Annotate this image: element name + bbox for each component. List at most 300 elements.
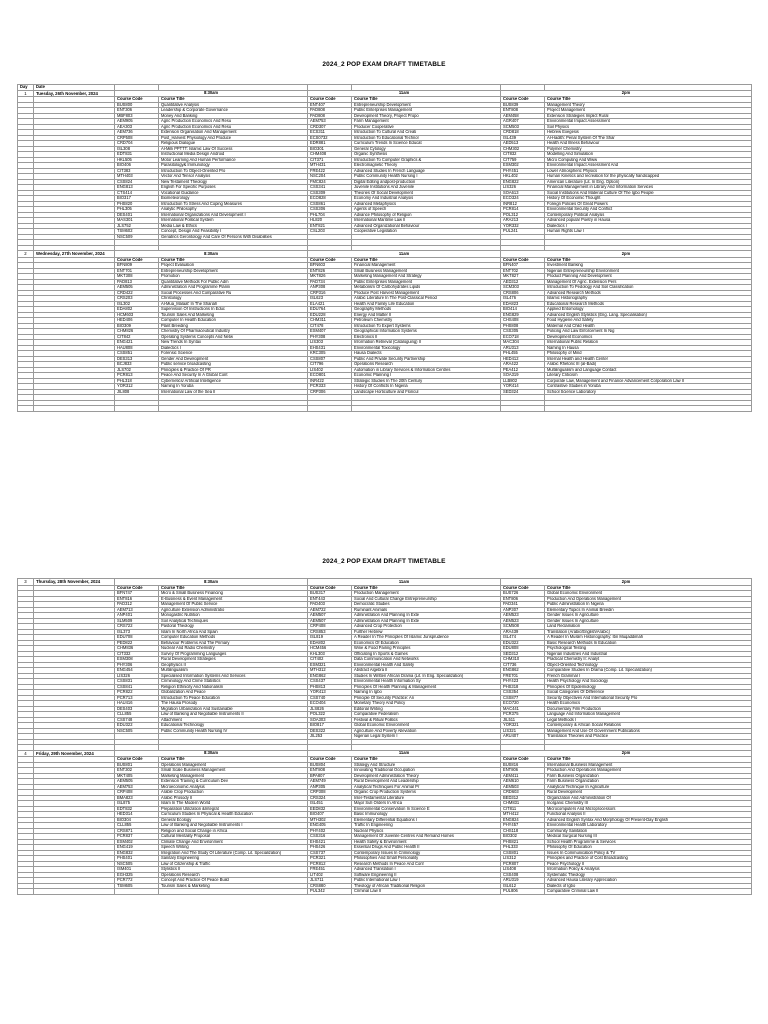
course-code: LIS402	[308, 367, 352, 373]
course-title: General Ecology	[159, 817, 308, 823]
course-code: CIT478	[308, 323, 352, 329]
course-code: MKT405	[115, 773, 159, 779]
course-title: Social Categories Of Difference	[545, 690, 752, 696]
course-title: Applied Entomology	[545, 307, 752, 313]
course-title: Multilingualism and Language Contact	[545, 367, 752, 373]
course-title: Advanced Crop Protection	[352, 624, 501, 630]
course-title: Sanitary Engineering	[159, 856, 308, 862]
course-title: Administration And Planning In Exte	[352, 613, 501, 619]
course-title: Introduction To Computer Graphics &	[352, 157, 501, 163]
course-title-header: Course Title	[352, 757, 501, 763]
course-title-header: Course Title	[545, 97, 752, 103]
course-code: CRP408	[115, 790, 159, 796]
course-title: Translation (Arabic/English/Arabic)	[545, 629, 752, 635]
course-title: Public Enterprises Management	[352, 108, 501, 114]
course-title: Health And Family Life Education	[352, 301, 501, 307]
course-code: ENT826	[308, 268, 352, 274]
table-row	[18, 190, 752, 196]
course-code: PCR375	[501, 712, 545, 718]
course-title: Legal Methods I	[545, 717, 752, 723]
course-title: Social Processes And Comparative Ru	[159, 290, 308, 296]
course-code: LIS321	[501, 728, 545, 734]
course-code: AED312	[501, 279, 545, 285]
course-title: Supervision Of Instructions In Educ	[159, 307, 308, 313]
course-title: Introduction To Peace Education	[159, 695, 308, 701]
course-code: AEA303	[115, 124, 159, 130]
course-code: CRD704	[115, 141, 159, 147]
course-title: Geriatrics Gerontology And Care Of Persons With Disabilities	[159, 234, 308, 240]
course-code: ESM407	[308, 329, 352, 335]
course-code: PHL704	[308, 212, 352, 218]
course-title: Cultural Mentality Proposal	[159, 834, 308, 840]
course-code: ARU407	[501, 734, 545, 740]
course-code: ENT808	[308, 768, 352, 774]
empty-cell	[34, 889, 115, 895]
course-code: ENT816	[115, 596, 159, 602]
course-code: ENG419	[115, 845, 159, 851]
course-title: Post_Harvest Physiology And Produce	[159, 135, 308, 141]
course-code: AEM503	[501, 784, 545, 790]
time-slot: 2pm	[501, 90, 752, 97]
course-code: PCR837	[115, 834, 159, 840]
course-code: ENT306	[115, 108, 159, 114]
course-code: CHM302	[501, 146, 545, 152]
course-code: CIT759	[501, 157, 545, 163]
course-code: MTH431	[308, 163, 352, 169]
course-title: Educational Technology	[159, 723, 308, 729]
table-row	[18, 312, 752, 318]
course-title: Agents of Speech	[352, 207, 501, 213]
course-title: Automation in Library Services & Information Centres	[352, 367, 501, 373]
course-code: AEM722	[308, 607, 352, 613]
course-title: Organic Crop Production Systems	[352, 790, 501, 796]
time-slot: 8:30am	[115, 90, 308, 97]
course-code: EED832	[308, 806, 352, 812]
course-title: Digital Editing andpost-production	[352, 179, 501, 185]
course-code: MTH312	[308, 668, 352, 674]
course-code: CRP508	[115, 135, 159, 141]
course-code: PCR822	[115, 690, 159, 696]
course-code: PHL333	[501, 845, 545, 851]
course-code-header: Course Code	[115, 757, 159, 763]
course-code-header: Course Code	[308, 757, 352, 763]
course-title: Islamic Historiography	[545, 296, 752, 302]
course-code: EDA802	[308, 640, 352, 646]
course-title: Biometeorology	[159, 196, 308, 202]
course-title: Social Institutions And Material Culture Of The Igbo People	[545, 190, 752, 196]
course-title: E-Business & Event Management	[159, 596, 308, 602]
course-title: Juvenile Institutions And Juvenile	[352, 185, 501, 191]
course-title: Monetary Theory And Policy	[352, 701, 501, 707]
course-title: Medical Surgical Nursing III	[545, 834, 752, 840]
course-title: Criminal Law II	[352, 889, 501, 895]
course-code: PCR772	[115, 878, 159, 884]
course-code: SED312	[501, 651, 545, 657]
course-title: Project Management	[545, 108, 752, 114]
course-title: Advanced Metaphysics	[352, 201, 501, 207]
course-code: BUS317	[308, 591, 352, 597]
course-code: POL312	[501, 212, 545, 218]
course-title: Introduction To Educational Technol	[352, 135, 501, 141]
course-title: Gender Issues In Agriculture	[545, 613, 752, 619]
course-code: MAS301	[115, 218, 159, 224]
course-code: MBF803	[115, 113, 159, 119]
course-code: ISL373	[115, 629, 159, 635]
course-title: Advanced Translation I	[352, 867, 501, 873]
course-title-header: Course Title	[352, 585, 501, 591]
course-title: Policing And Law Enforcement In Nig	[545, 329, 752, 335]
date-header: Date	[34, 85, 115, 91]
course-code: EDA802	[115, 307, 159, 313]
course-title: Preparation Utilization &Integrat	[159, 806, 308, 812]
course-title: Principles & Practice Of PR	[159, 367, 308, 373]
empty-cell	[115, 406, 159, 412]
course-title: Globalization And Peace	[159, 690, 308, 696]
course-code: BUS801	[115, 762, 159, 768]
course-title: Islam In The Modern World	[159, 801, 308, 807]
course-code: SED324	[501, 389, 545, 395]
course-code-header: Course Code	[115, 585, 159, 591]
course-code: CHS408	[501, 318, 545, 324]
time-slot: 2pm	[501, 579, 752, 586]
course-title: Analytical Techniques For Animal Pr	[352, 784, 501, 790]
course-title: Financial Management in Library And Information Services	[545, 185, 752, 191]
course-code: CHM310	[501, 657, 545, 663]
course-title: Al-Hadith: Penal System Of The Shar	[545, 135, 752, 141]
course-code: CHM408	[308, 152, 352, 158]
day-date: Thursday, 28th November, 2024	[34, 579, 115, 586]
course-code: AEM905	[115, 119, 159, 125]
course-code: CIT842	[115, 334, 159, 340]
course-code: CSS354	[501, 690, 545, 696]
course-code: MTH302	[308, 817, 352, 823]
course-code: AEM753	[308, 119, 352, 125]
course-title: Public And Private Security Partnership	[352, 356, 501, 362]
course-code: HAU416	[115, 701, 159, 707]
course-title: Development Economics	[545, 334, 752, 340]
course-code: ISL302	[115, 301, 159, 307]
course-code: DES401	[115, 212, 159, 218]
course-title: Basic Immunology	[352, 812, 501, 818]
course-code: ECO404	[308, 701, 352, 707]
course-title: Nigerian Entrepreneurship Environment	[545, 268, 752, 274]
course-title: International Maritime Law II	[352, 218, 501, 224]
course-code: AEM713	[115, 607, 159, 613]
course-code: ESM308	[115, 657, 159, 663]
course-title: Introduction To Expert Systems	[352, 323, 501, 329]
course-code: SOA613	[501, 190, 545, 196]
course-code: CIT371	[308, 157, 352, 163]
course-title: Naming In Yoruba	[159, 384, 308, 390]
course-code: EDR881	[308, 141, 352, 147]
time-slot: 11am	[308, 750, 501, 757]
course-code: EDU228	[308, 312, 352, 318]
course-title: Documentary Film Production	[545, 706, 752, 712]
course-title: Agric Production Economics And Resu	[159, 119, 308, 125]
course-title: Produce Post Harvest Management	[352, 290, 501, 296]
course-code: LIS303	[308, 340, 352, 346]
course-title: Energy And Matter II	[352, 312, 501, 318]
course-code: MKT308	[115, 274, 159, 280]
course-title: Environmental Health Information Sy	[352, 679, 501, 685]
course-code-header: Course Code	[308, 585, 352, 591]
course-code: ECO801	[308, 373, 352, 379]
course-code: CSS861	[308, 201, 352, 207]
course-title: Organization And Administration Of	[545, 795, 752, 801]
course-title: Analytical Technique In Agriculture	[545, 784, 752, 790]
course-code: PED822	[115, 640, 159, 646]
course-title: Festival & Ritual Politics	[352, 717, 501, 723]
course-title: International Business Management	[545, 762, 752, 768]
course-title: Advanced English Stylistics (Eng. Lang. Specialisation)	[545, 312, 752, 318]
course-title: Law of Banking and Negotiable Instruments II	[159, 712, 308, 718]
course-title: Entrepreneurship Development	[159, 268, 308, 274]
course-title: Principles Of Epidemiology	[545, 684, 752, 690]
course-title: Landscape Horticulture and Floricul	[352, 389, 501, 395]
course-code: ISL308	[115, 146, 159, 152]
course-code: CSS807	[308, 356, 352, 362]
course-code: ARA439	[501, 629, 545, 635]
course-code: ANP307	[501, 607, 545, 613]
course-title: Maternal And Child Health	[545, 323, 752, 329]
course-title: Pastoral Theology	[159, 624, 308, 630]
day-number: 3	[18, 579, 34, 586]
course-code: MKT826	[308, 274, 352, 280]
course-code: CSL203	[308, 229, 352, 235]
course-title-header: Course Title	[545, 757, 752, 763]
course-code: INR422	[308, 378, 352, 384]
course-code: JIL511	[501, 717, 545, 723]
course-title: Democratic Studies	[352, 602, 501, 608]
course-code: HKL505	[115, 157, 159, 163]
course-title: Introduction To Pedology And Soil Classification	[545, 285, 752, 291]
course-title: Further Hebrew	[352, 629, 501, 635]
course-title: Promotion	[159, 274, 308, 280]
empty-cell	[18, 406, 34, 412]
course-title: Advanced Studies In French Language	[352, 168, 501, 174]
course-code: PHS426	[308, 845, 352, 851]
course-code: BFN747	[115, 591, 159, 597]
course-code: ENG829	[501, 312, 545, 318]
course-title: Theology of African Traditional Religion	[352, 883, 501, 889]
course-code: SLM509	[115, 618, 159, 624]
course-code: ECO720	[501, 701, 545, 707]
course-title: Al-Mua_Malaat' In The Shariah	[159, 301, 308, 307]
course-title: Naming In Igbo	[352, 690, 501, 696]
course-code: ENG862	[308, 673, 352, 679]
course-code: MKT827	[501, 274, 545, 280]
course-code: PHY308	[308, 334, 352, 340]
course-title: Quantitative Methods For Public Adm	[159, 279, 308, 285]
course-code: EHS421	[308, 839, 352, 845]
course-code: ISL476	[501, 296, 545, 302]
course-code: ENG862	[501, 668, 545, 674]
course-title: Environmental Conservation In Science E	[352, 806, 501, 812]
course-title: Theories Of Social Development	[352, 190, 501, 196]
course-title: Forensic Science	[159, 351, 308, 357]
course-code: AEM736	[115, 130, 159, 136]
course-code: CTS414	[115, 190, 159, 196]
course-code: MAC304	[501, 340, 545, 346]
course-title: Tourism Sales And Marketing	[159, 312, 308, 318]
course-code: CSS306	[308, 207, 352, 213]
course-code: PCR333	[308, 384, 352, 390]
course-code: HL820	[308, 218, 352, 224]
course-code: CHM826	[115, 329, 159, 335]
course-code: AEM523	[501, 613, 545, 619]
course-title: Soil Physics	[545, 124, 752, 130]
course-code: YOR413	[308, 690, 352, 696]
course-title: Lower Atmospheric Physics	[545, 168, 752, 174]
course-code: AGR407	[501, 119, 545, 125]
course-title: Environmental Health And Safety	[352, 662, 501, 668]
course-code: ARU313	[501, 345, 545, 351]
course-code: CRP316	[308, 290, 352, 296]
course-code: BCJ833	[115, 362, 159, 368]
course-code: KRC305	[308, 351, 352, 357]
course-code: PHY402	[308, 828, 352, 834]
course-code: AEM610	[501, 779, 545, 785]
course-title: Concept And Practice Of Peace Build	[159, 878, 308, 884]
course-code: PAD312	[115, 602, 159, 608]
course-code: CSS408	[501, 872, 545, 878]
course-code: BUS804	[308, 762, 352, 768]
course-title: Information Retrieval (Cataloguing) II	[352, 340, 501, 346]
course-title: Geographical Information Systems	[352, 329, 501, 335]
course-code: FRE701	[501, 673, 545, 679]
course-title: Al-Milli PPTTT: Islamic Law Of Success	[159, 146, 308, 152]
timetable	[17, 578, 752, 895]
course-code: HED314	[115, 812, 159, 818]
course-title: Motor Learning And Human Performance	[159, 157, 308, 163]
course-title: Environmental Toxicology	[352, 345, 501, 351]
course-code: BIO301	[308, 146, 352, 152]
course-code: PUL241	[501, 229, 545, 235]
course-title: Microcomputers And Microprocessors	[545, 806, 752, 812]
course-title: History Of Conflicts In Nigeria	[352, 384, 501, 390]
course-code: ENG454	[115, 668, 159, 674]
course-title: Management Theory	[545, 102, 752, 108]
course-code: CSS305	[501, 329, 545, 335]
course-title: Strategic Studies In The 20th Century	[352, 378, 501, 384]
course-code-header: Course Code	[115, 97, 159, 103]
course-title: Management And Use Of Government Publications	[545, 728, 752, 734]
course-title: Comparative Criminal Law II	[545, 889, 752, 895]
course-code: SCM303	[501, 285, 545, 291]
course-title: Abstract Algebra II	[352, 668, 501, 674]
course-title: International Public Relation	[545, 340, 752, 346]
course-title: Inter-Testamental Literature	[352, 795, 501, 801]
course-code: ECS311	[308, 130, 352, 136]
course-code: PHY457	[501, 823, 545, 829]
course-code: BUS800	[115, 102, 159, 108]
course-code: CSS824	[115, 179, 159, 185]
course-title: Philosophy of Mind	[545, 351, 752, 357]
course-code: EDU322	[501, 640, 545, 646]
page-title-2: 2024_2 POP EXAM DRAFT TIMETABLE	[322, 558, 446, 565]
course-title: Environmental Impact Assessment	[545, 119, 752, 125]
course-title: Food Hygiene And Safety	[545, 318, 752, 324]
course-code: LIS408	[501, 867, 545, 873]
course-title: Marketing Management	[159, 773, 308, 779]
course-code: HAU808	[115, 345, 159, 351]
course-code: MTH412	[501, 812, 545, 818]
course-title: Security Objectives And International Security Pro	[545, 695, 752, 701]
course-code: PAD403	[308, 602, 352, 608]
course-code: PCR321	[308, 856, 352, 862]
course-title: Community Sanitation	[545, 828, 752, 834]
course-code: ECO828	[308, 196, 352, 202]
course-code: CLL855	[115, 823, 159, 829]
course-code: CSS841	[115, 684, 159, 690]
time-slot: 11am	[308, 90, 501, 97]
course-code: PHS820	[115, 201, 159, 207]
course-code: MTH403	[115, 174, 159, 180]
course-title: Practical Chemistry II: Analyt	[545, 657, 752, 663]
course-code-header: Course Code	[501, 257, 545, 263]
course-title: Internal Health and Health Center	[545, 356, 752, 362]
course-code: CSS740	[308, 695, 352, 701]
course-code: PAD808	[308, 113, 352, 119]
course-title: Micro Computing And Www	[545, 157, 752, 163]
course-title: New Trends In Syntax	[159, 340, 308, 346]
course-code-header: Course Code	[115, 257, 159, 263]
course-code: ENT701	[115, 268, 159, 274]
course-code: ENG405	[308, 823, 352, 829]
course-code: ISL623	[308, 296, 352, 302]
course-title: Specialised Information Systems And Services	[159, 673, 308, 679]
course-code: LIS312	[501, 856, 545, 862]
course-title: Economic Planning I	[352, 373, 501, 379]
course-title: Economy And Industrial Analysis	[352, 196, 501, 202]
course-title: Ruminant Animals	[352, 607, 501, 613]
course-code: TSM602	[115, 229, 159, 235]
course-title: Philosophy Of Education	[545, 845, 752, 851]
course-title-header: Course Title	[352, 97, 501, 103]
course-code: ENT806	[501, 596, 545, 602]
course-title: Advanced popular Poetry in Hausa	[545, 218, 752, 224]
course-title: International Political System	[159, 218, 308, 224]
course-code: CHS118	[501, 828, 545, 834]
course-title: Modelling And Simulation	[545, 152, 752, 158]
course-code: CSS437	[308, 679, 352, 685]
course-title: Religion and Social Change in Africa	[159, 828, 308, 834]
course-title: Advance Philosophy of Religion	[352, 212, 501, 218]
course-code: BIO317	[115, 196, 159, 202]
course-code: CRS203	[115, 296, 159, 302]
course-code: AEM507	[308, 618, 352, 624]
course-title: Marketing Management And Strategy	[352, 274, 501, 280]
course-code: ARA213	[501, 218, 545, 224]
course-code: LIS326	[501, 185, 545, 191]
day-date: Friday, 29th November, 2024	[34, 750, 115, 757]
course-title: Arable Crop Production	[159, 790, 308, 796]
course-code: AEM458	[501, 113, 545, 119]
course-code: ENG421	[115, 340, 159, 346]
course-title: Basic Research Methods In Education	[545, 640, 752, 646]
course-title: Public service broadcasting	[159, 362, 308, 368]
course-code: YOR332	[501, 223, 545, 229]
course-code: POL322	[308, 712, 352, 718]
course-title: Religious Dialogue	[159, 141, 308, 147]
course-code: ENT806	[501, 768, 545, 774]
course-title: Contemporary Issues In Criminology	[352, 850, 501, 856]
course-title: Nuclear And Radio Chemistry	[159, 646, 308, 652]
course-title: Global Economic Environment	[545, 591, 752, 597]
course-code	[115, 889, 159, 895]
course-title: Dialectics I	[159, 345, 308, 351]
course-code: CHM311	[308, 318, 352, 324]
